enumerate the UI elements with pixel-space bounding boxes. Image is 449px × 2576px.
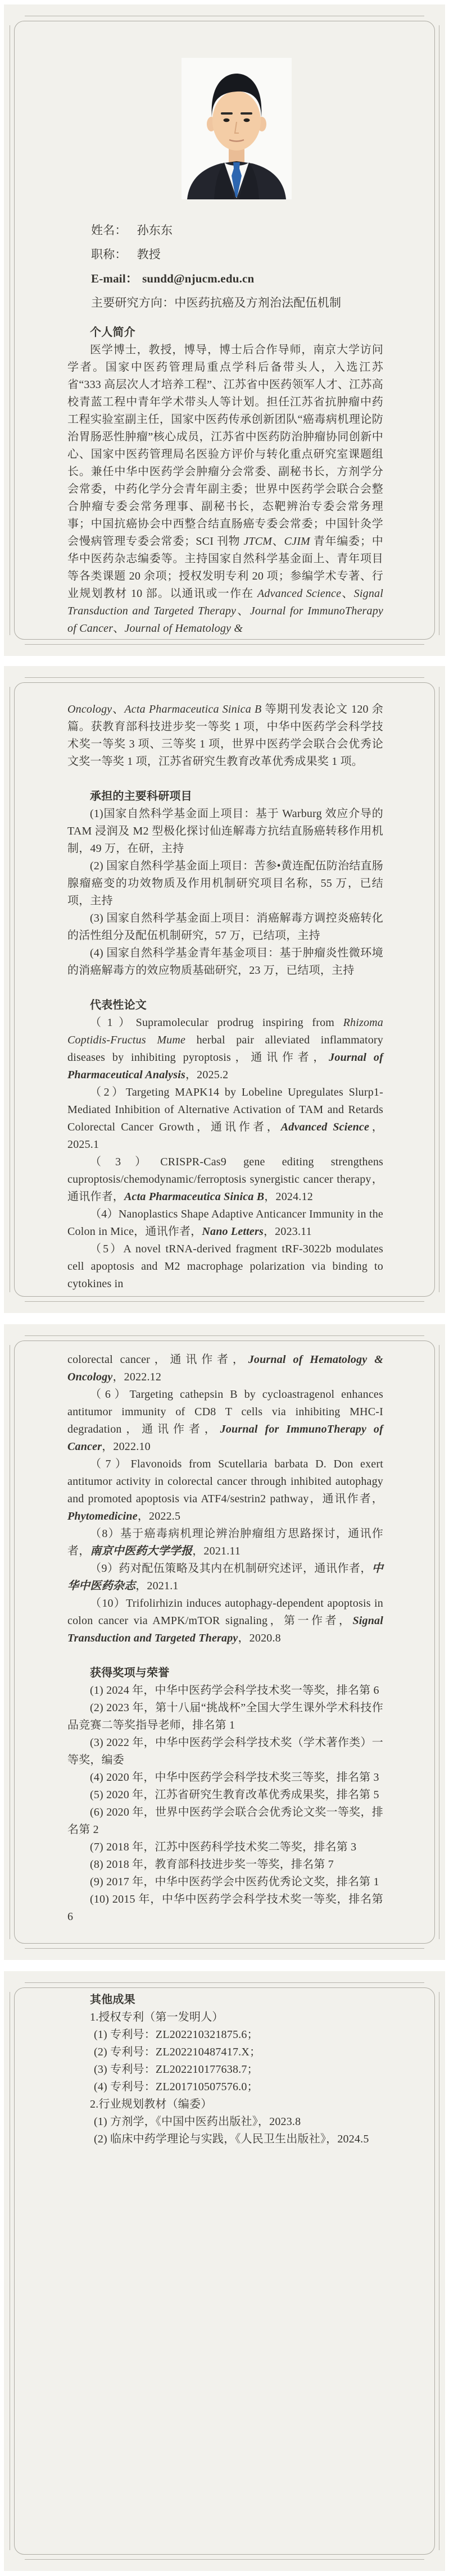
book-item: (1) 方剂学，《中国中医药出版社》，2023.8 <box>94 2115 301 2128</box>
paper-item: （8）基于癌毒病机理论辨治肿瘤组方思路探讨，通讯作者，南京中医药大学学报，2021.11 <box>67 1528 383 1557</box>
project-item: (4) 国家自然科学基金青年基金项目：基于肿瘤炎性微环境的消癌解毒方的效应物质基础研究，23 万，已结项，主持 <box>67 947 383 977</box>
other-achievements-heading: 其他成果 <box>90 1994 135 2006</box>
project-item: (1)国家自然科学基金面上项目：基于 Warburg 效应介导的 TAM 浸润及 M2 型极化探讨仙连解毒方抗结直肠癌转移作用机制，49 万，在研，主持 <box>67 808 383 855</box>
paper-item: （7）Flavonoids from Scutellaria barbata D. Don exert antitumor activity in colorectal cancer through inhibited autophagy and promoted apoptosis via ATF4/sestrin2 pathway，通讯作者，Phytomedicine，2022.5 <box>67 1458 383 1522</box>
award-item: (1) 2024 年，中华中医药学会科学技术奖一等奖，排名第 6 <box>90 1684 379 1697</box>
page-1 <box>4 4 445 656</box>
title-label: 职称： <box>91 248 127 261</box>
award-item: (10) 2015 年，中华中医药学会科学技术奖一等奖，排名第 6 <box>67 1893 383 1923</box>
awards-heading: 获得奖项与荣誉 <box>90 1667 170 1679</box>
page-2 <box>4 666 445 1313</box>
books-subheading: 2.行业规划教材（编委） <box>90 2098 212 2110</box>
paper-item: （5）A novel tRNA-derived fragment tRF-3022b modulates cell apoptosis and M2 macrophage polarization via binding to cytokines in <box>67 1243 383 1290</box>
paper-item-continued: colorectal cancer，通讯作者，Journal of Hematology & Oncology，2022.12 <box>67 1353 383 1383</box>
research-direction-value: 中医药抗癌及方剂治法配伍机制 <box>174 296 342 309</box>
patent-item: (2) 专利号：ZL202210487417.X； <box>94 2046 261 2058</box>
paper-item: （2）Targeting MAPK14 by Lobeline Upregulates Slurp1-Mediated Inhibition of Alternative Activation of TAM and Retards Colorectal Cancer Growth，通讯作者，Advanced Science，2025.1 <box>67 1086 384 1151</box>
email-value: sundd@njucm.edu.cn <box>142 272 255 285</box>
frame-bottom-line <box>25 1948 424 1949</box>
award-item: (2) 2023 年，第十八届“挑战杯”全国大学生课外学术科技作品竞赛二等奖指导老师，排名第 1 <box>67 1702 383 1731</box>
award-item: (6) 2020 年，世界中医药学会联合会优秀论文奖一等奖，排名第 2 <box>67 1806 383 1836</box>
award-item: (7) 2018 年，江苏中医药科学技术奖二等奖，排名第 3 <box>90 1841 357 1853</box>
page-4 <box>4 1971 445 2571</box>
title-field <box>67 243 383 267</box>
name-field <box>67 218 383 243</box>
project-item: (2) 国家自然科学基金面上项目：苦参•黄连配伍防治结直肠腺瘤癌变的功效物质及作用机制研究项目名称，55 万，已结项，主持 <box>67 860 383 907</box>
award-item: (9) 2017 年，中华中医药学会中医药优秀论文奖，排名第 1 <box>90 1876 379 1888</box>
projects-heading: 承担的主要科研项目 <box>90 790 192 803</box>
page-3 <box>4 1324 445 1960</box>
title-value: 教授 <box>137 248 161 261</box>
award-item: (3) 2022 年，中华中医药学会科学技术奖（学术著作类）一等奖，编委 <box>67 1736 383 1766</box>
profile-paragraph: 医学博士，教授，博导，博士后合作导师，南京大学访问学者。国家中医药管理局重点学科后备带头人，入选江苏省“333 高层次人才培养工程”、江苏省中医药领军人才、江苏高校青蓝工程中青年学术带头人等计划。担任江苏省抗肿瘤中药工程实验室副主任，国家中医药传承创新团队“癌毒病机理论防治胃肠恶性肿瘤”核心成员，江苏省中医药防治肿瘤协同创新中心、国家中医药管理局名医验方评价与转化重点研究室课题组长。兼任中华中医药学会肿瘤分会常委、副秘书长，方剂学分会常委，中药化学分会青年副主委；世界中医药学会联合会整合肿瘤专委会常务理事、副秘书长，态靶辨治专委会常务理事；中国抗癌协会中西整合结直肠癌专委会常委；中国针灸学会慢病管理专委会常委；SCI 刊物 JTCM、CJIM 青年编委；中华中医药杂志编委等。主持国家自然科学基金面上、青年项目等各类课题 20 余项；授权发明专利 20 项；参编学术专著、行业规划教材 10 部。以通讯或一作在 Advanced Science、Signal Transduction and Targeted Therapy、Journal for ImmunoTherapy of Cancer、Journal of Hematology & <box>67 344 384 635</box>
profile-paragraph-continued: Oncology、Acta Pharmaceutica Sinica B 等期刊发表论文 120 余篇。获教育部科技进步奖一等奖 1 项，中华中医药学会科学技术奖一等奖 3 项、三等奖 1 项，世界中医药学会联合会优秀论文奖一等奖 1 项，江苏省研究生教育改革优秀成果奖 1 项。 <box>67 703 384 768</box>
profile-heading: 个人简介 <box>90 326 135 339</box>
patent-item: (3) 专利号：ZL202210177638.7； <box>94 2063 258 2076</box>
research-direction-field <box>67 291 383 315</box>
project-item: (3) 国家自然科学基金面上项目：消癌解毒方调控炎癌转化的活性组分及配伍机制研究，57 万，已结项，主持 <box>67 912 383 942</box>
name-value: 孙东东 <box>137 224 173 237</box>
book-item: (2) 临床中药学理论与实践，《人民卫生出版社》，2024.5 <box>94 2133 369 2145</box>
papers-heading: 代表性论文 <box>90 999 147 1011</box>
portrait-photo <box>182 58 292 199</box>
frame-bottom-line <box>25 2559 424 2560</box>
identity-block <box>67 218 383 315</box>
research-direction-label: 主要研究方向： <box>91 296 175 309</box>
patent-item: (4) 专利号：ZL201710507576.0； <box>94 2081 258 2093</box>
email-label: E-mail： <box>91 272 138 285</box>
frame-bottom-line <box>25 644 424 645</box>
paper-item: （4）Nanoplastics Shape Adaptive Anticancer Immunity in the Colon in Mice，通讯作者，Nano Letters，2023.11 <box>67 1208 383 1238</box>
patents-subheading: 1.授权专利（第一发明人） <box>90 2011 224 2023</box>
award-item: (4) 2020 年，中华中医药学会科学技术奖三等奖，排名第 3 <box>90 1771 379 1784</box>
award-item: (8) 2018 年，教育部科技进步奖一等奖，排名第 7 <box>90 1858 334 1871</box>
frame-bottom-line <box>25 1301 424 1302</box>
paper-item: （3）CRISPR-Cas9 gene editing strengthens cuproptosis/chemodynamic/ferroptosis synergistic cancer therapy，通讯作者，Acta Pharmaceutica Sinica B，2024.12 <box>67 1156 383 1203</box>
paper-item: （9）药对配伍策略及其内在机制研究述评，通讯作者，中华中医药杂志，2021.1 <box>67 1562 383 1592</box>
award-item: (5) 2020 年，江苏省研究生教育改革优秀成果奖，排名第 5 <box>90 1789 379 1801</box>
patent-item: (1) 专利号：ZL202210321875.6； <box>94 2028 258 2041</box>
email-field <box>67 267 383 291</box>
paper-item: （10）Trifolirhizin induces autophagy-dependent apoptosis in colon cancer via AMPK/mTOR signaling，第一作者，Signal Transduction and Targeted Therapy，2020.8 <box>67 1597 383 1644</box>
paper-item: （6）Targeting cathepsin B by cycloastragenol enhances antitumor immunity of CD8 T cells via inhibiting MHC-I degradation，通讯作者，Journal for ImmunoTherapy of Cancer，2022.10 <box>67 1388 383 1453</box>
name-label: 姓名： <box>91 224 127 237</box>
paper-item: （1）Supramolecular prodrug inspiring from Rhizoma Coptidis-Fructus Mume herbal pair alleviated inflammatory diseases by inhibiting pyroptosis，通讯作者，Journal of Pharmaceutical Analysis，2025.2 <box>67 1016 383 1081</box>
